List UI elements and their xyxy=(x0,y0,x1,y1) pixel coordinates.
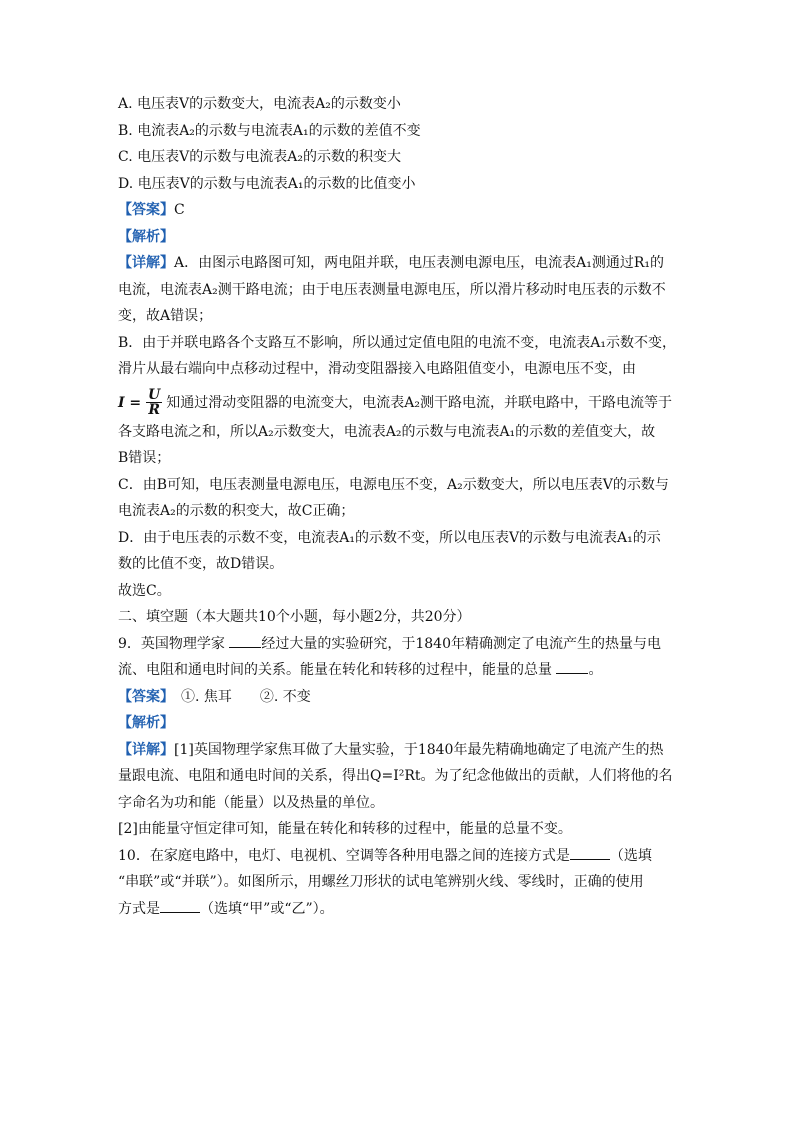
answer-line xyxy=(118,197,678,224)
option-a xyxy=(118,91,678,118)
detail-line-3 xyxy=(118,303,678,330)
q10-line-1 xyxy=(118,843,678,870)
detail-line-6 xyxy=(118,419,678,446)
answer-tag: 【答案】 xyxy=(118,202,174,218)
q9-answer-line xyxy=(118,684,678,711)
formula-fraction xyxy=(146,388,162,417)
q9-detail-line-1 xyxy=(118,737,678,764)
q9-text-1a: 9．英国物理学家 xyxy=(118,635,230,652)
q10-text-2: “串联”或“并联”）。如图所示，用螺丝刀形状的试电笔辨别火线、零线时，正确的使用 xyxy=(118,874,644,890)
detail-line-10 xyxy=(118,525,678,552)
section-heading-text: 二、填空题（本大题共10个小题，每小题2分，共20分） xyxy=(118,609,471,625)
formula-denominator: R xyxy=(148,402,160,418)
section-heading xyxy=(118,604,678,631)
q9-detail-text-2: 量跟电流、电阻和通电时间的关系，得出Q=I²Rt。为了纪念他做出的贡献，人们将他的名 xyxy=(118,768,673,784)
formula-lhs: I = xyxy=(118,394,142,411)
detail-text-9: 电流表A₂的示数的积变大，故C正确； xyxy=(118,503,355,519)
q10-blank-1 xyxy=(570,847,610,860)
detail-text-2: 电流，电流表A₂测干路电流；由于电压表测量电源电压，所以滑片移动时电压表的示数不 xyxy=(118,281,666,298)
option-d-text: D. 电压表V的示数与电流表A₁的示数的比值变小 xyxy=(118,175,416,192)
detail-line-4 xyxy=(118,330,678,357)
q9-detail-text-3: 字命名为功和能（能量）以及热量的单位。 xyxy=(118,794,384,811)
option-b-text: B. 电流表A₂的示数与电流表A₁的示数的差值不变 xyxy=(118,122,421,139)
ohms-law-formula xyxy=(118,387,162,419)
option-d xyxy=(118,171,678,198)
q10-text-3a: 方式是 xyxy=(118,900,160,917)
q10-text-1b: （选填 xyxy=(609,847,652,864)
detail-text-6: 各支路电流之和，所以A₂示数变大，电流表A₂的示数与电流表A₁的示数的差值变大，故 xyxy=(118,423,656,440)
analysis-tag: 【解析】 xyxy=(118,228,174,245)
detail-line-8 xyxy=(118,472,678,499)
q9-text-2a: 流、电阻和通电时间的关系。能量在转化和转移的过程中，能量的总量 xyxy=(118,662,557,678)
detail-text-7: B错误； xyxy=(118,450,171,466)
q9-line-1 xyxy=(118,631,678,658)
option-a-text: A. 电压表V的示数变大，电流表A₂的示数变小 xyxy=(118,96,401,112)
q9-detail-line-4 xyxy=(118,816,678,843)
answer-text: C xyxy=(174,202,185,218)
q9-text-2b: 。 xyxy=(588,662,603,678)
detail-text-5: 滑片从最右端向中点移动过程中，滑动变阻器接入电路阻值变小，电源电压不变，由 xyxy=(118,361,636,377)
option-c-text: C. 电压表V的示数与电流表A₂的示数的积变大 xyxy=(118,149,401,165)
detail-text-11: 数的比值不变，故D错误。 xyxy=(118,556,284,572)
option-b xyxy=(118,118,678,145)
detail-line-5 xyxy=(118,356,678,383)
q10-line-3 xyxy=(118,896,678,923)
q9-answer-text: ①. 焦耳 ②. 不变 xyxy=(167,688,311,705)
detail-text-4: B．由于并联电路各个支路互不影响，所以通过定值电阻的电流不变，电流表A₁示数不变， xyxy=(118,334,677,351)
q9-answer-tag: 【答案】 xyxy=(118,688,167,705)
q10-line-2 xyxy=(118,869,678,896)
detail-line-2 xyxy=(118,277,678,304)
detail-text-3: 变，故A错误； xyxy=(118,308,213,324)
q9-line-2 xyxy=(118,657,678,684)
detail-line-9 xyxy=(118,498,678,525)
detail-line-11 xyxy=(118,551,678,578)
detail-text-10: D．由于电压表的示数不变，电流表A₁的示数不变，所以电压表V的示数与电流表A₁的示 xyxy=(118,529,661,546)
q9-blank-1 xyxy=(229,635,261,648)
q9-analysis-tag: 【解析】 xyxy=(118,715,174,731)
q9-text-1b: 经过大量的实验研究，于1840年精确测定了电流产生的热量与电 xyxy=(261,635,661,652)
q10-text-3b: （选填“甲”或“乙”）。 xyxy=(200,900,334,917)
q9-blank-2 xyxy=(556,661,588,674)
q10-text-1a: 10．在家庭电路中，电灯、电视机、空调等各种用电器之间的连接方式是 xyxy=(118,847,570,864)
q10-blank-2 xyxy=(160,900,200,913)
q9-detail-tag: 【详解】 xyxy=(118,741,174,758)
q9-detail-text-1: [1]英国物理学家焦耳做了大量实验，于1840年最先精确地确定了电流产生的热 xyxy=(174,741,664,758)
formula-line xyxy=(118,383,678,419)
q9-detail-line-3 xyxy=(118,790,678,817)
detail-line-1 xyxy=(118,250,678,277)
option-c xyxy=(118,144,678,171)
formula-numerator: U xyxy=(148,387,161,403)
detail-line-7 xyxy=(118,445,678,472)
q9-analysis-line xyxy=(118,710,678,737)
analysis-line xyxy=(118,224,678,251)
conclusion-text: 故选C。 xyxy=(118,582,171,599)
detail-tag: 【详解】 xyxy=(118,255,174,271)
formula-text: 知通过滑动变阻器的电流变大，电流表A₂测干路电流，并联电路中，干路电流等于 xyxy=(166,394,672,411)
q9-detail-text-4: [2]由能量守恒定律可知，能量在转化和转移的过程中，能量的总量不变。 xyxy=(118,821,572,837)
q9-detail-line-2 xyxy=(118,763,678,790)
detail-text-1: A．由图示电路图可知，两电阻并联，电压表测电源电压，电流表A₁测通过R₁的 xyxy=(174,255,664,271)
document-body xyxy=(118,91,678,922)
conclusion-line xyxy=(118,578,678,605)
detail-text-8: C．由B可知，电压表测量电源电压，电源电压不变，A₂示数变大，所以电压表V的示数与 xyxy=(118,476,669,493)
